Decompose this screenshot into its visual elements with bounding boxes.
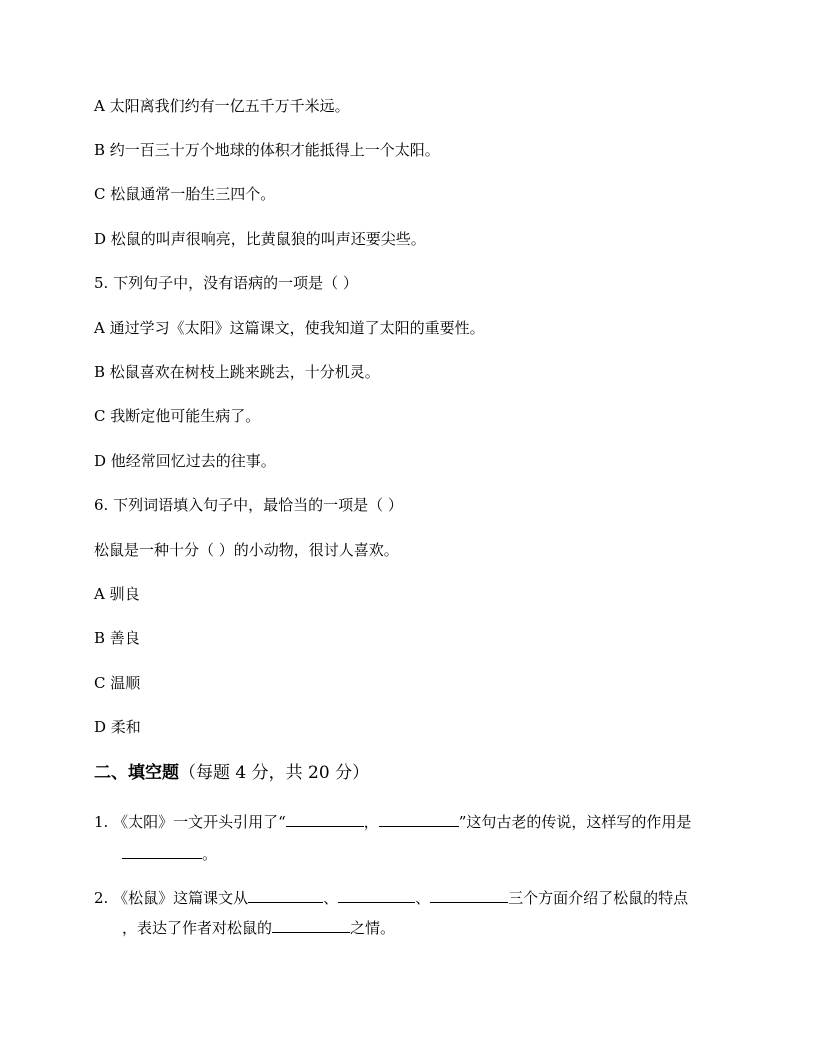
fill-1-blank-1[interactable] [286, 812, 364, 827]
q5-option-c: C 我断定他可能生病了。 [94, 407, 261, 425]
fill-2-sep-1: 、 [323, 889, 339, 907]
fill-2-text-4: 之情。 [350, 919, 396, 937]
q6-stem: 6. 下列词语填入句子中，最恰当的一项是（ ） [94, 496, 403, 514]
section-2-title-note: （每题 4 分，共 20 分） [179, 763, 370, 783]
q6-option-a: A 驯良 [94, 585, 140, 603]
fill-question-1-line-1 [94, 812, 691, 832]
fill-1-text-4: 。 [202, 845, 218, 863]
q6-sentence: 松鼠是一种十分（ ）的小动物，很讨人喜欢。 [94, 541, 399, 559]
fill-2-blank-4[interactable] [272, 918, 350, 933]
fill-2-text-3: ，表达了作者对松鼠的 [122, 919, 273, 937]
q5-option-b: B 松鼠喜欢在树枝上跳来跳去，十分机灵。 [94, 363, 380, 381]
fill-question-2-line-1 [94, 888, 688, 908]
fill-2-text-1: 2. 《松鼠》这篇课文从 [94, 889, 249, 907]
section-2-title [94, 762, 369, 784]
fill-1-text-2: ， [363, 813, 379, 831]
fill-1-blank-2[interactable] [379, 812, 459, 827]
section-2-title-main: 二、填空题 [94, 763, 179, 783]
fill-1-blank-3[interactable] [122, 844, 202, 859]
q5-stem: 5. 下列句子中，没有语病的一项是（ ） [94, 274, 358, 292]
fill-2-blank-3[interactable] [430, 888, 508, 903]
q6-option-d: D 柔和 [94, 718, 141, 736]
q5-option-d: D 他经常回忆过去的往事。 [94, 452, 276, 470]
fill-2-sep-2: 、 [415, 889, 431, 907]
fill-2-text-2: 三个方面介绍了松鼠的特点 [508, 889, 689, 907]
fill-2-blank-2[interactable] [338, 888, 415, 903]
q4-option-b: B 约一百三十万个地球的体积才能抵得上一个太阳。 [94, 141, 440, 159]
fill-2-blank-1[interactable] [248, 888, 323, 903]
q5-option-a: A 通过学习《太阳》这篇课文，使我知道了太阳的重要性。 [94, 319, 485, 337]
fill-question-2-line-2 [122, 918, 395, 938]
q6-option-c: C 温顺 [94, 674, 141, 692]
fill-1-text-1: 1. 《太阳》一文开头引用了“ [94, 813, 286, 831]
fill-question-1-line-2 [122, 844, 217, 864]
q4-option-c: C 松鼠通常一胎生三四个。 [94, 185, 276, 203]
q6-option-b: B 善良 [94, 629, 140, 647]
q4-option-d: D 松鼠的叫声很响亮，比黄鼠狼的叫声还要尖些。 [94, 230, 426, 248]
q4-option-a: A 太阳离我们约有一亿五千万千米远。 [94, 97, 350, 115]
fill-1-text-3: ”这句古老的传说，这样写的作用是 [458, 813, 692, 831]
